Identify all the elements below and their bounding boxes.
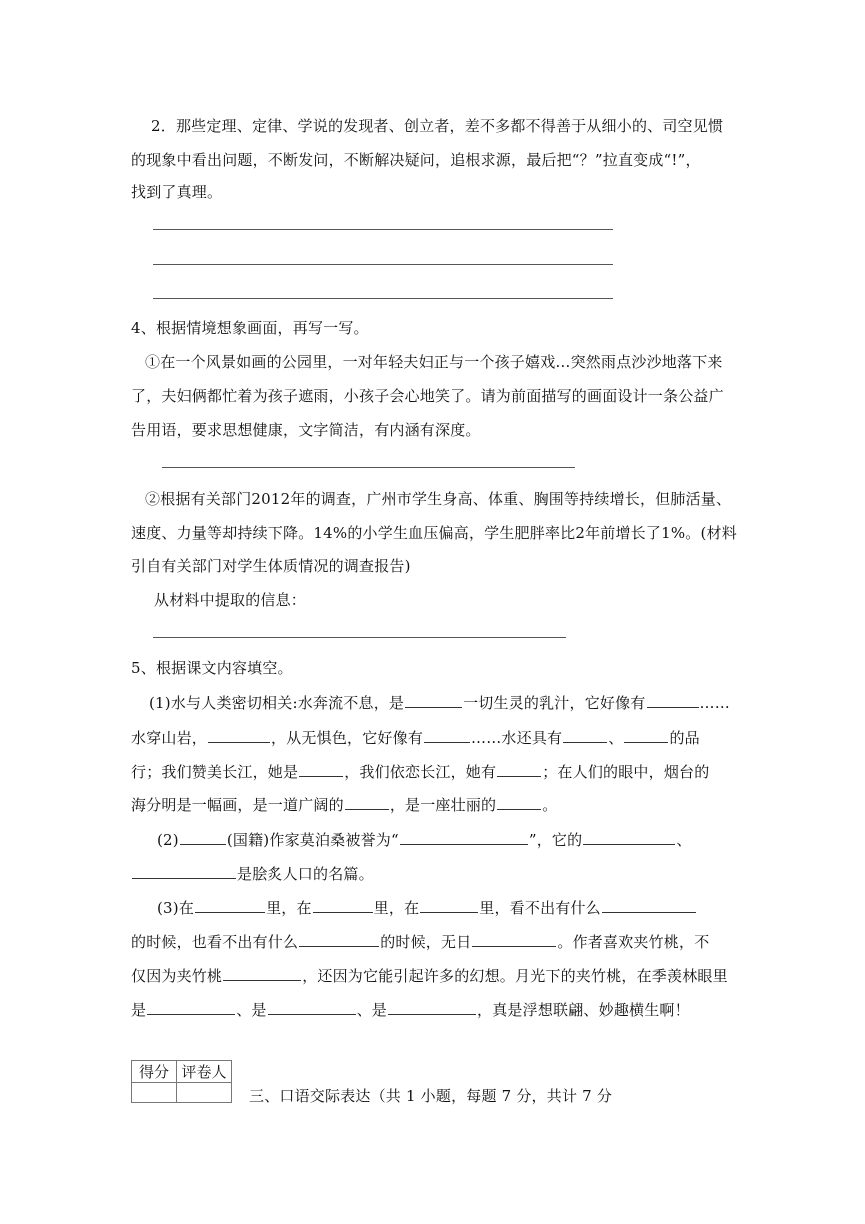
q5-s1-text: ……水还具有 [471, 729, 563, 747]
q5-s1-text: 的品 [669, 729, 700, 747]
q5-s3-line-2 [131, 932, 736, 952]
q5-s1-text: 、 [608, 729, 624, 747]
score-cell[interactable] [132, 1083, 177, 1103]
q2-line-1: 2．那些定理、定律、学说的发现者、创立者，差不多都不得善于从细小的、司空见惯 [151, 117, 724, 135]
q5-s3-text: 、是 [236, 1001, 267, 1019]
q5-s1-text: ，从无惧色，它好像有 [271, 729, 424, 747]
fill-blank[interactable] [602, 898, 696, 913]
q2-line-2: 的现象中看出问题，不断发问，不断解决疑问，追根求源，最后把“？”拉直变成“!”， [131, 151, 701, 169]
q2-line-3: 找到了真理。 [131, 183, 223, 201]
answer-line[interactable] [153, 264, 613, 265]
fill-blank[interactable] [313, 898, 373, 913]
q5-s2-line-2 [131, 864, 736, 884]
fill-blank[interactable] [299, 762, 343, 777]
q4-heading: 4、根据情境想象画面，再写一写。 [131, 319, 369, 337]
answer-line[interactable] [153, 637, 566, 638]
fill-blank[interactable] [400, 830, 528, 845]
q5-s3-line-1 [157, 898, 762, 918]
q5-s2-text: 是脍炙人口的名篇。 [237, 865, 374, 883]
q5-s3-text: 的时候，也看不出有什么 [131, 933, 299, 951]
q4-part2-line-2: 速度、力量等却持续下降。14%的小学生血压偏高，学生肥胖率比2年前增长了1%。(材料 [131, 524, 737, 542]
fill-blank[interactable] [195, 898, 265, 913]
fill-blank[interactable] [424, 728, 470, 743]
fill-blank[interactable] [132, 864, 236, 879]
q5-s1-text: 。 [542, 796, 558, 814]
q5-s1-text: ，我们依恋长江，她有 [344, 763, 497, 781]
fill-blank[interactable] [624, 728, 668, 743]
fill-blank[interactable] [388, 1000, 476, 1015]
section-3-title: 三、口语交际表达（共 1 小题，每题 7 分，共计 7 分 [249, 1087, 613, 1105]
q5-s2-text: (国籍)作家莫泊桑被誉为“ [226, 831, 399, 849]
fill-blank[interactable] [583, 830, 675, 845]
fill-blank[interactable] [147, 1000, 235, 1015]
q5-s3-text: 里，在 [266, 899, 312, 917]
fill-blank[interactable] [208, 728, 270, 743]
q4-part1-line-1: ①在一个风景如画的公园里，一对年轻夫妇正与一个孩子嬉戏…突然雨点沙沙地落下来 [145, 353, 723, 371]
q5-heading: 5、根据课文内容填空。 [131, 659, 293, 677]
q5-s1-line-2 [131, 728, 736, 748]
answer-line[interactable] [153, 229, 613, 230]
q5-s3-text: ，还因为它能引起许多的幻想。月光下的夹竹桃，在季羡林眼里 [302, 967, 728, 985]
fill-blank[interactable] [180, 830, 226, 845]
q5-s1-text: (1)水与人类密切相关:水奔流不息，是 [149, 694, 405, 712]
q4-part1-line-2: 了，夫妇俩都忙着为孩子遮雨，小孩子会心地笑了。请为前面描写的画面设计一条公益广 [131, 387, 724, 405]
q5-s1-text: 海分明是一幅画，是一道广阔的 [131, 796, 344, 814]
q5-s1-line-4 [131, 795, 736, 815]
q5-s3-text: (3)在 [157, 899, 195, 917]
q5-s1-text: 一切生灵的乳汁，它好像有 [463, 694, 646, 712]
score-header: 得分 [132, 1061, 177, 1083]
fill-blank[interactable] [472, 932, 556, 947]
fill-blank[interactable] [497, 795, 541, 810]
q5-s1-text: 水穿山岩， [131, 729, 208, 747]
q5-s3-text: 是 [131, 1001, 147, 1019]
q4-extract-prompt: 从材料中提取的信息： [154, 591, 307, 609]
q5-s1-line-1 [149, 693, 754, 713]
q4-part1-line-3: 告用语，要求思想健康，文字简洁，有内涵有深度。 [131, 421, 481, 439]
fill-blank[interactable] [223, 966, 301, 981]
q5-s1-line-3 [131, 762, 736, 782]
q5-s3-text: 、是 [356, 1001, 388, 1019]
q5-s3-text: 的时候，无日 [380, 933, 472, 951]
q5-s3-text: 仅因为夹竹桃 [131, 967, 223, 985]
q5-s3-line-3 [131, 966, 736, 986]
q5-s2-text: ”，它的 [528, 831, 583, 849]
fill-blank[interactable] [647, 693, 699, 708]
fill-blank[interactable] [268, 1000, 356, 1015]
q5-s2-text: (2) [157, 831, 179, 849]
answer-line[interactable] [162, 467, 575, 468]
fill-blank[interactable] [405, 693, 462, 708]
fill-blank[interactable] [299, 932, 379, 947]
q5-s1-text: …… [699, 694, 730, 712]
fill-blank[interactable] [345, 795, 389, 810]
q5-s3-text: 里，看不出有什么 [479, 899, 601, 917]
q5-s2-line-1 [157, 830, 762, 850]
q5-s3-line-4 [131, 1000, 736, 1020]
answer-line[interactable] [153, 298, 613, 299]
q5-s3-text: ，真是浮想联翩、妙趣横生啊！ [477, 1001, 690, 1019]
q5-s1-text: ，是一座壮丽的 [389, 796, 497, 814]
grader-header: 评卷人 [177, 1061, 232, 1083]
fill-blank[interactable] [563, 728, 607, 743]
q5-s3-text: 里，在 [373, 899, 420, 917]
q4-part2-line-1: ②根据有关部门2012年的调查，广州市学生身高、体重、胸围等持续增长，但肺活量、 [145, 490, 732, 508]
q5-s2-text: 、 [676, 831, 692, 849]
fill-blank[interactable] [420, 898, 478, 913]
score-table [131, 1060, 232, 1103]
q4-part2-line-3: 引自有关部门对学生体质情况的调查报告) [131, 557, 411, 575]
q5-s3-text: 。作者喜欢夹竹桃，不 [557, 933, 710, 951]
grader-cell[interactable] [177, 1083, 232, 1103]
q5-s1-text: 行；我们赞美长江，她是 [131, 763, 299, 781]
fill-blank[interactable] [497, 762, 541, 777]
q5-s1-text: ；在人们的眼中，烟台的 [542, 763, 710, 781]
